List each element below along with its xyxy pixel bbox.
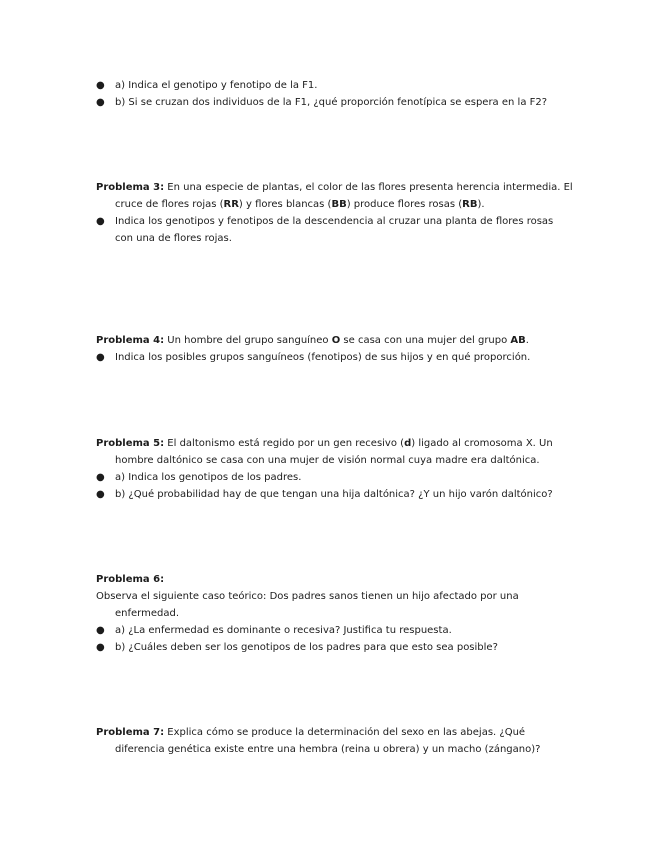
list-item: a) ¿La enfermedad es dominante o recesiva? Justifica tu respuesta. xyxy=(115,625,452,636)
genotype-rb: RB xyxy=(462,199,478,210)
text-fragment: se casa con una mujer del grupo xyxy=(340,335,511,346)
text-fragment: ) produce flores rosas ( xyxy=(346,199,463,210)
problem-3-statement xyxy=(96,181,573,194)
bullet-icon: ● xyxy=(96,625,105,636)
list-item: a) Indica el genotipo y fenotipo de la F1. xyxy=(115,80,318,91)
genotype-bb: BB xyxy=(331,199,347,210)
problem-3-text: En una especie de plantas, el color de las flores presenta herencia intermedia. El xyxy=(164,182,573,193)
list-item: Indica los posibles grupos sanguíneos (fenotipos) de sus hijos y en qué proporción. xyxy=(115,352,531,363)
problem-7-label: Problema 7: xyxy=(96,727,165,738)
text-fragment: cruce de flores rojas ( xyxy=(115,199,224,210)
text-fragment: Un hombre del grupo sanguíneo xyxy=(164,335,332,346)
problem-4-statement xyxy=(96,334,529,347)
problem-4-label: Problema 4: xyxy=(96,335,165,346)
list-item: a) Indica los genotipos de los padres. xyxy=(115,472,302,483)
bullet-icon: ● xyxy=(96,489,105,500)
genotype-rr: RR xyxy=(223,199,239,210)
problem-6-statement: Observa el siguiente caso teórico: Dos padres sanos tienen un hijo afectado por una xyxy=(96,591,519,602)
list-item: Indica los genotipos y fenotipos de la descendencia al cruzar una planta de flores rosas xyxy=(115,216,554,227)
text-fragment: . xyxy=(525,335,529,346)
problem-6-statement-cont: enfermedad. xyxy=(115,608,179,619)
text-fragment: El daltonismo está regido por un gen recesivo ( xyxy=(164,438,405,449)
list-item: b) Si se cruzan dos individuos de la F1, ¿qué proporción fenotípica se espera en la F2? xyxy=(115,97,548,108)
bullet-icon: ● xyxy=(96,216,105,227)
list-item: b) ¿Cuáles deben ser los genotipos de los padres para que esto sea posible? xyxy=(115,642,498,653)
problem-5-label: Problema 5: xyxy=(96,438,165,449)
text-fragment: ) ligado al cromosoma X. Un xyxy=(411,438,553,449)
problem-7-statement-cont: diferencia genética existe entre una hembra (reina u obrera) y un macho (zángano)? xyxy=(115,744,541,755)
text-fragment: ) y flores blancas ( xyxy=(238,199,332,210)
bullet-icon: ● xyxy=(96,642,105,653)
blood-group-ab: AB xyxy=(510,335,526,346)
list-item: b) ¿Qué probabilidad hay de que tengan una hija daltónica? ¿Y un hijo varón daltónico? xyxy=(115,489,553,500)
bullet-icon: ● xyxy=(96,352,105,363)
problem-3-statement-cont xyxy=(115,198,485,211)
problem-5-statement xyxy=(96,437,553,450)
bullet-icon: ● xyxy=(96,472,105,483)
problem-5-statement-cont: hombre daltónico se casa con una mujer de visión normal cuya madre era daltónica. xyxy=(115,455,540,466)
list-item-cont: con una de flores rojas. xyxy=(115,233,232,244)
blood-group-o: O xyxy=(331,335,341,346)
bullet-icon: ● xyxy=(96,80,105,91)
allele-d: d xyxy=(404,438,412,449)
text-fragment: Explica cómo se produce la determinación del sexo en las abejas. ¿Qué xyxy=(164,727,526,738)
problem-3-label: Problema 3: xyxy=(96,182,165,193)
bullet-icon: ● xyxy=(96,97,105,108)
problem-6-label xyxy=(96,573,164,586)
text-fragment: ). xyxy=(477,199,485,210)
problem-7-statement xyxy=(96,726,525,739)
problem-6-label-text: Problema 6: xyxy=(96,574,165,585)
